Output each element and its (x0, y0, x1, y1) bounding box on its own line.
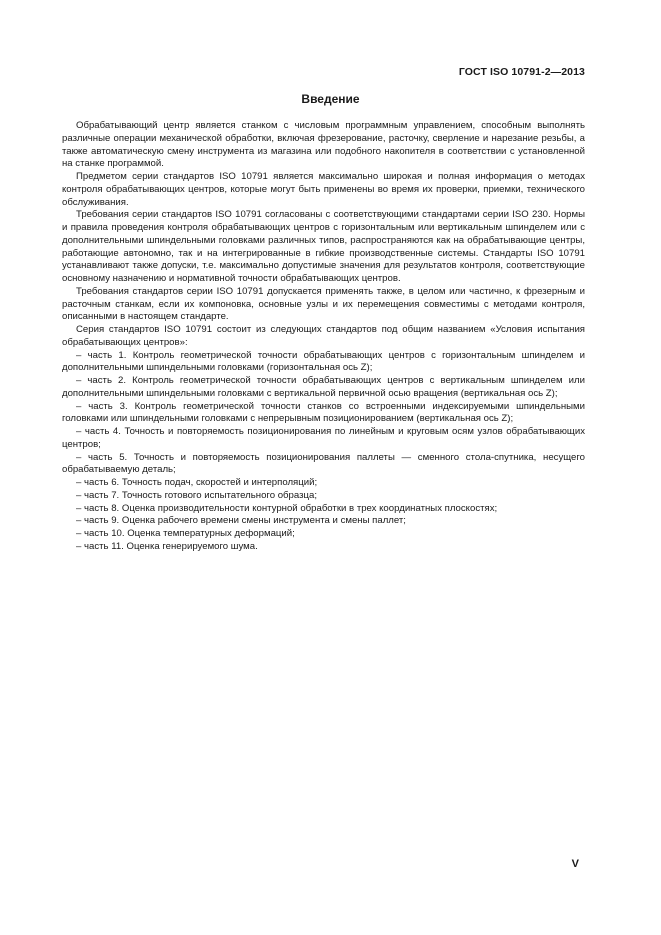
list-item: – часть 5. Точность и повторяемость позиционирования паллеты — сменного стола-спутника, несущего обрабатываемую деталь; (62, 451, 585, 476)
section-title: Введение (301, 92, 360, 106)
paragraph: Серия стандартов ISO 10791 состоит из следующих стандартов под общим названием «Условия испытания обрабатывающих центров»: (62, 324, 585, 348)
list-item: – часть 10. Оценка температурных деформаций; (76, 528, 295, 539)
paragraph: Предметом серии стандартов ISO 10791 является максимально широкая и полная информация о методах контроля обрабатывающих центров, которые могут быть применены во время их проверки, приемки, технического обслуживания. (62, 171, 585, 208)
paragraph: Обрабатывающий центр является станком с числовым программным управлением, способным выполнять различные операции механической обработки, включая фрезерование, расточку, сверление и нарезание резьбы, а также автоматическую смену инструмента из магазина или подобного накопителя в соответствии с установленной на станке программой. (62, 120, 585, 170)
list-item: – часть 11. Оценка генерируемого шума. (76, 540, 258, 552)
list-item: – часть 3. Контроль геометрической точности станков со встроенными индексируемыми шпиндельными головками или шпиндельными головками с непрерывным позиционированием (вертикальная ось Z); (62, 400, 585, 425)
paragraph: Требования стандартов серии ISO 10791 допускается применять также, в целом или частично, к фрезерным и расточным станкам, если их компоновка, основные узлы и их перемещения совместимы с методами контроля, описанными в настоящем стандарте. (62, 285, 585, 323)
list-item: – часть 6. Точность подач, скоростей и интерполяций; (76, 477, 318, 488)
paragraph: Требования серии стандартов ISO 10791 согласованы с соответствующими стандартами серии ISO 230. Нормы и правила проведения контроля обрабатывающих центров с горизонтальным или вертикальным шпинделем или с дополнительными шпиндельными головками различных типов, распространяются как на обрабатывающие центры, работающие автономно, так и на интегрированные в гибкие производственные системы. Стандарты ISO 10791 устанавливают также допуски, т.е. максимально допустимые значения для результатов контроля, соответствующие основному назначению и нормативной точности обрабатывающих центров. (62, 209, 585, 284)
list-item: – часть 7. Точность готового испытательного образца; (76, 489, 317, 501)
list-item: – часть 9. Оценка рабочего времени смены инструмента и смены паллет; (76, 515, 406, 527)
list-item: – часть 8. Оценка производительности контурной обработки в трех координатных плоскостях; (76, 502, 498, 514)
list-item: – часть 4. Точность и повторяемость позиционирования по линейным и круговым осям узлов обрабатывающих центров; (62, 426, 585, 450)
document-code: ГОСТ ISO 10791-2—2013 (458, 66, 585, 78)
introduction-body (62, 120, 585, 554)
list-item: – часть 1. Контроль геометрической точности обрабатывающих центров с горизонтальным шпинделем и дополнительными шпиндельными головками (горизонтальная ось Z); (62, 349, 585, 374)
list-item: – часть 2. Контроль геометрической точности обрабатывающих центров с вертикальным шпинделем или дополнительными шпиндельными головками с вертикальной первичной осью вращения (вертикальная ось Z); (62, 375, 585, 399)
page-number: V (571, 858, 579, 870)
